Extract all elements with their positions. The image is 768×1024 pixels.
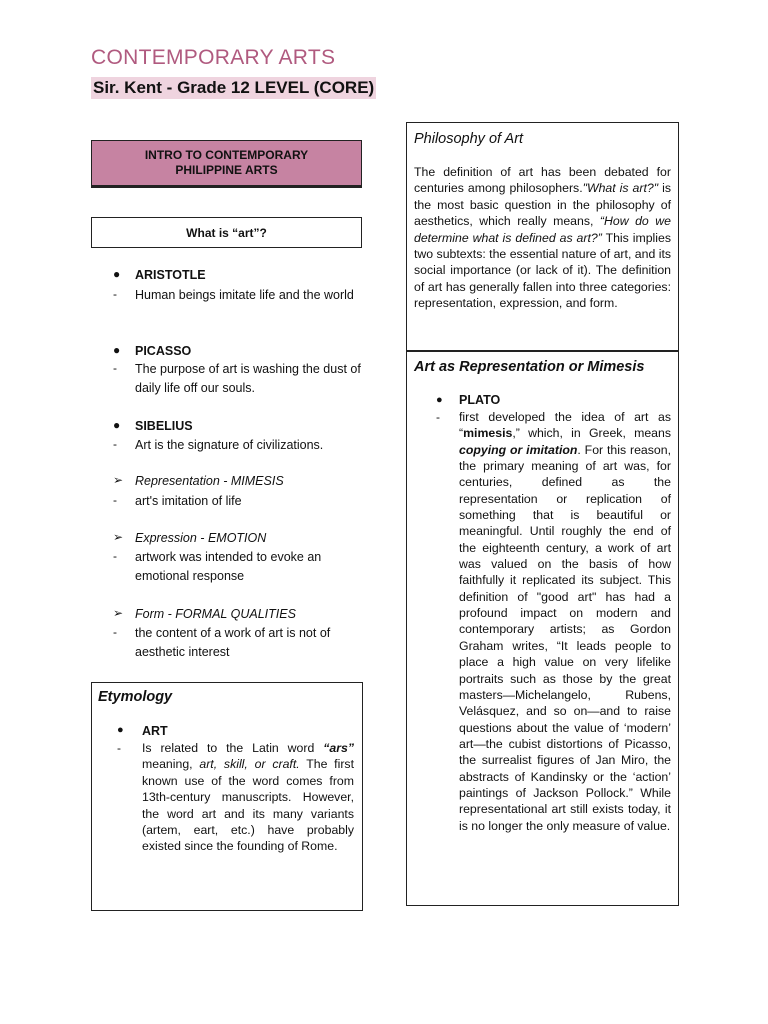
representation-box [406, 350, 679, 906]
bullet-icon: ● [436, 394, 443, 406]
bullet-icon: ● [113, 418, 121, 432]
person-name: SIBELIUS [135, 419, 193, 433]
intro-heading-text: INTRO TO CONTEMPORARY PHILIPPINE ARTS [144, 148, 309, 177]
dash-icon: - [113, 361, 117, 375]
dash-icon: - [113, 287, 117, 301]
dash-icon: - [436, 410, 440, 424]
representation-term: PLATO [459, 393, 501, 407]
bullet-icon: ● [113, 343, 121, 357]
representation-body: first developed the idea of art as “mimesis,” which, in Greek, means copying or imitation. For this reason, the primary meaning of art was, for centuries, defined as the representation or replication of something that is beautiful or meaningful. Until roughly the end of the eighteenth century, a work of art was valued on the basis of how faithfully it replicated its subject. This definition of "good art" has had a profound impact on modern and contemporary artists; as Gordon Graham writes, “It leads people to place a high value on very lifelike portraits such as those by the great masters—Michelangelo, Rubens, Velásquez, and so on—and to raise questions about the value of ‘modern’ art—the cubist distortions of Picasso, the surrealist figures of Jan Miro, the abstracts of Kandinsky or the ‘action’ paintings of Jackson Pollock.” While representational art still exists today, it is no longer the only measure of value. [459, 410, 672, 833]
document-title: CONTEMPORARY ARTS [91, 46, 336, 69]
intro-heading-box [91, 140, 362, 188]
bullet-icon: ● [113, 267, 121, 281]
philosophy-body: The definition of art has been debated for centuries among philosophers."What is art?" is the most basic question in the philosophy of aesthetics, which really means, “How do we determine what is defined as art?” This implies two subtexts: the essential nature of art, and its social importance (or lack of it). The definition of art has generally fallen into three categories: representation, expression, and form. [414, 165, 672, 311]
representation-title: Art as Representation or Mimesis [414, 359, 645, 375]
bullet-icon: ● [117, 724, 124, 736]
theory-desc: art's imitation of life [135, 494, 242, 508]
theory-heading: Form - FORMAL QUALITIES [135, 607, 296, 621]
question-text: What is “art”? [186, 225, 267, 240]
person-name: ARISTOTLE [135, 268, 206, 282]
question-box [91, 217, 362, 248]
philosophy-title: Philosophy of Art [414, 131, 524, 147]
arrow-bullet-icon: ➢ [113, 473, 124, 487]
philosophy-box [406, 122, 679, 352]
etymology-box [91, 682, 363, 911]
person-quote: Human beings imitate life and the world [135, 288, 354, 302]
dash-icon: - [113, 493, 117, 507]
document-subtitle: Sir. Kent - Grade 12 LEVEL (CORE) [93, 78, 375, 97]
theory-desc: artwork was intended to evoke an emotional response [135, 550, 322, 583]
arrow-bullet-icon: ➢ [113, 606, 124, 620]
dash-icon: - [113, 437, 117, 451]
dash-icon: - [113, 549, 117, 563]
theory-heading: Representation - MIMESIS [135, 474, 284, 488]
theory-heading: Expression - EMOTION [135, 531, 267, 545]
person-name: PICASSO [135, 344, 192, 358]
dash-icon: - [113, 625, 117, 639]
etymology-title: Etymology [98, 689, 173, 705]
arrow-bullet-icon: ➢ [113, 530, 124, 544]
dash-icon: - [117, 741, 121, 755]
etymology-body: Is related to the Latin word “ars” meaning, art, skill, or craft. The first known use of the word comes from 13th-century manuscripts. However, the word art and its many variants (artem, eart, etc.) have probably existed since the founding of Rome. [142, 741, 354, 854]
person-quote: Art is the signature of civilizations. [135, 438, 324, 452]
etymology-term: ART [142, 724, 168, 738]
person-quote: The purpose of art is washing the dust of daily life off our souls. [135, 362, 361, 395]
theory-desc: the content of a work of art is not of aesthetic interest [135, 626, 331, 659]
